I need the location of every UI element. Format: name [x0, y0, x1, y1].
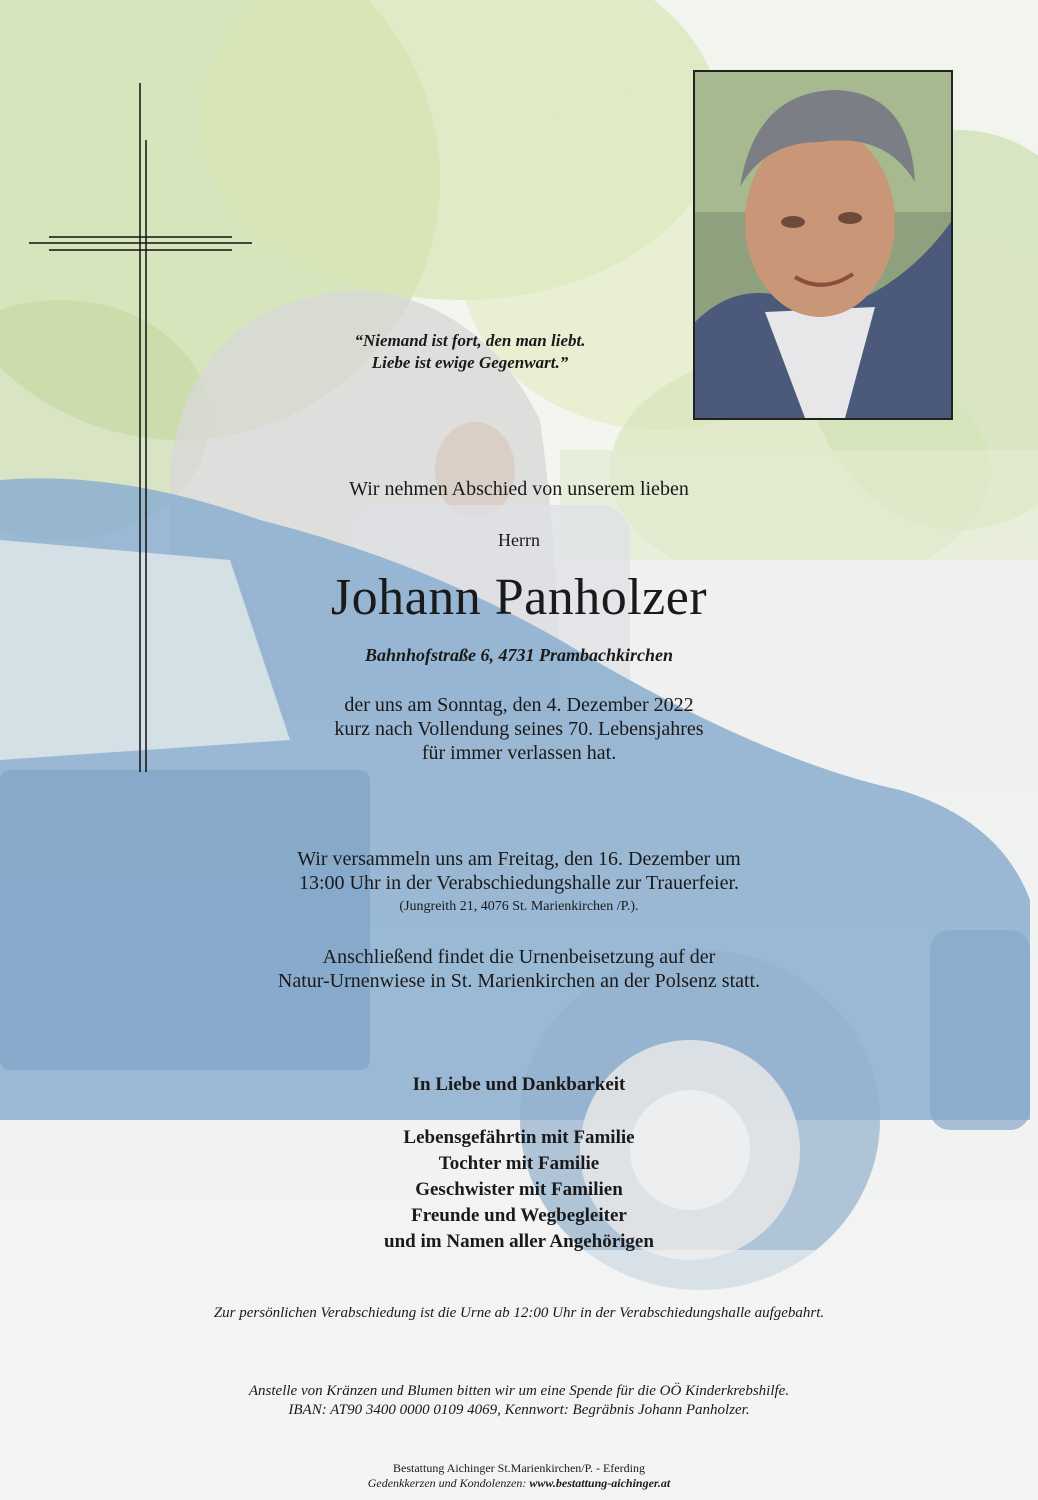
mourner-item: Geschwister mit Familien: [415, 1179, 623, 1200]
burial-line: Natur-Urnenwiese in St. Marienkirchen an der Polsenz statt.: [277, 970, 761, 992]
donation-line: Anstelle von Kränzen und Blumen bitten wir um eine Spende für die OÖ Kinderkrebshilfe.: [248, 1383, 790, 1399]
burial-notice: [0, 945, 1038, 993]
mourner-item: und im Namen aller Angehörigen: [384, 1231, 654, 1252]
quote-line: “Niemand ist fort, den man liebt.: [354, 331, 586, 350]
undertaker-name: Bestattung Aichinger St.Marienkirchen/P. - Eferding: [393, 1461, 645, 1475]
condolence-label: Gedenkkerzen und Kondolenzen:: [367, 1476, 527, 1490]
condolence-line: [0, 1476, 1038, 1491]
ceremony-line: 13:00 Uhr in der Verabschiedungshalle zur Trauerfeier.: [298, 872, 740, 894]
mourner-item: Lebensgefährtin mit Familie: [403, 1127, 635, 1148]
quote-line: Liebe ist ewige Gegenwart.”: [371, 353, 569, 372]
burial-line: Anschließend findet die Urnenbeisetzung auf der: [322, 946, 716, 968]
viewing-note: Zur persönlichen Verabschiedung ist die Urne ab 12:00 Uhr in der Verabschiedungshalle aufgebahrt.: [213, 1305, 825, 1321]
mourners-list: [0, 1125, 1038, 1255]
footer: [0, 1461, 1038, 1491]
cross-icon: [0, 0, 300, 800]
mourner-item: Freunde und Wegbegleiter: [411, 1205, 627, 1226]
ceremony-notice: [0, 847, 1038, 895]
donation-request: [0, 1382, 1038, 1420]
ceremony-line: Wir versammeln uns am Freitag, den 16. Dezember um: [297, 848, 741, 870]
mourner-item: Tochter mit Familie: [438, 1153, 600, 1174]
memorial-quote: [240, 330, 700, 374]
thanks-heading: In Liebe und Dankbarkeit: [412, 1074, 626, 1095]
intro-text: Wir nehmen Abschied von unserem lieben: [349, 478, 689, 500]
portrait-photo: [693, 70, 953, 420]
death-line: für immer verlassen hat.: [421, 742, 617, 764]
death-line: kurz nach Vollendung seines 70. Lebensjahres: [334, 718, 704, 740]
ceremony-location: (Jungreith 21, 4076 St. Marienkirchen /P.).: [399, 899, 639, 914]
salutation: Herrn: [498, 530, 540, 550]
death-notice: [0, 693, 1038, 765]
death-line: der uns am Sonntag, den 4. Dezember 2022: [344, 694, 694, 716]
donation-line: IBAN: AT90 3400 0000 0109 4069, Kennwort: Begräbnis Johann Panholzer.: [288, 1402, 750, 1418]
deceased-name: Johann Panholzer: [330, 569, 708, 626]
deceased-address: Bahnhofstraße 6, 4731 Prambachkirchen: [364, 645, 674, 665]
website-link[interactable]: www.bestattung-aichinger.at: [529, 1476, 671, 1490]
